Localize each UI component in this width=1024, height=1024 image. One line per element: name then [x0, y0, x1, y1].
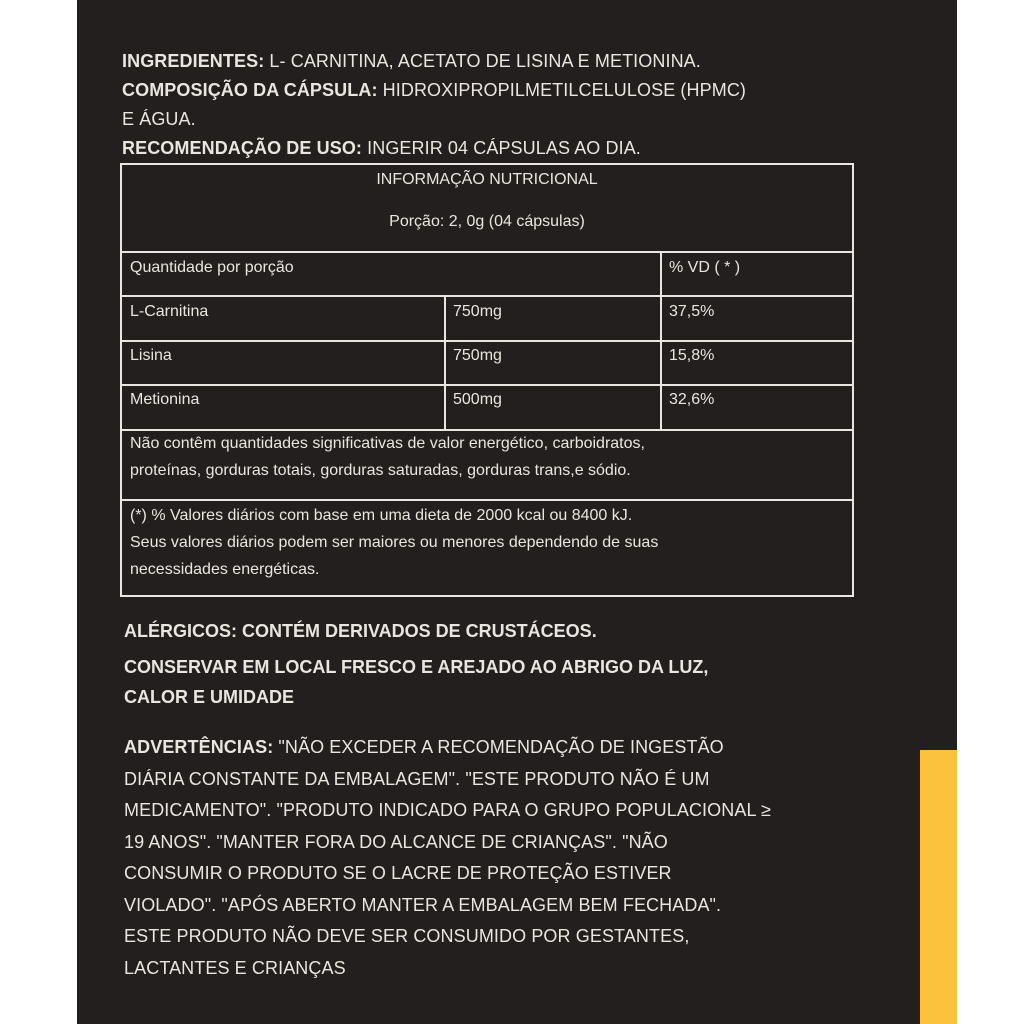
warnings-label: ADVERTÊNCIAS: [124, 737, 274, 757]
nutrition-title: INFORMAÇÃO NUTRICIONAL [376, 171, 598, 188]
row-name: Lisina [130, 347, 172, 364]
row-name: L-Carnitina [130, 303, 209, 320]
ingredients-text: L- CARNITINA, ACETATO DE LISINA E METIONINA. [264, 51, 701, 71]
row-name: Metionina [130, 391, 200, 408]
row-amount: 500mg [453, 391, 502, 408]
usage-label: RECOMENDAÇÃO DE USO: [122, 138, 363, 158]
capsule-line-2: E ÁGUA. [122, 109, 196, 129]
label-panel [77, 0, 957, 1024]
warnings-line: ESTE PRODUTO NÃO DEVE SER CONSUMIDO POR GESTANTES, [124, 926, 690, 946]
nutrition-note-line: proteínas, gorduras totais, gorduras saturadas, gorduras trans,e sódio. [130, 462, 631, 479]
col-header-qty: Quantidade por porção [130, 259, 294, 276]
usage-text: INGERIR 04 CÁPSULAS AO DIA. [362, 138, 641, 158]
table-divider [122, 251, 852, 253]
warnings-line: MEDICAMENTO". "PRODUTO INDICADO PARA O GRUPO POPULACIONAL ≥ [124, 800, 771, 820]
ingredients-label: INGREDIENTES: [122, 51, 265, 71]
table-col-divider [660, 251, 662, 429]
table-divider [122, 340, 852, 342]
nutrition-table [120, 163, 854, 597]
footnote-line: (*) % Valores diários com base em uma dieta de 2000 kcal ou 8400 kJ. [130, 507, 633, 524]
table-divider [122, 429, 852, 431]
nutrition-note-line: Não contêm quantidades significativas de valor energético, carboidratos, [130, 435, 645, 452]
table-divider [122, 384, 852, 386]
row-amount: 750mg [453, 347, 502, 364]
row-vd: 37,5% [669, 303, 715, 320]
ingredients-line [122, 47, 882, 76]
warnings-line: DIÁRIA CONSTANTE DA EMBALAGEM". "ESTE PRODUTO NÃO É UM [124, 768, 710, 789]
nutrition-portion: Porção: 2, 0g (04 cápsulas) [389, 213, 585, 230]
warnings-section [124, 732, 884, 984]
usage-line [122, 134, 882, 163]
capsule-label: COMPOSIÇÃO DA CÁPSULA: [122, 80, 378, 100]
warnings-line: VIOLADO". "APÓS ABERTO MANTER A EMBALAGEM BEM FECHADA". [124, 894, 722, 915]
warnings-line: CONSUMIR O PRODUTO SE O LACRE DE PROTEÇÃO ESTIVER [124, 863, 672, 883]
storage-line: CONSERVAR EM LOCAL FRESCO E AREJADO AO ABRIGO DA LUZ, [124, 657, 709, 677]
row-vd: 15,8% [669, 347, 715, 364]
capsule-line [122, 76, 882, 105]
table-col-divider [444, 295, 446, 429]
warnings-line: 19 ANOS". "MANTER FORA DO ALCANCE DE CRIANÇAS". "NÃO [124, 831, 668, 852]
footnote-line: necessidades energéticas. [130, 561, 320, 578]
col-header-vd: % VD ( * ) [669, 259, 741, 276]
row-vd: 32,6% [669, 391, 715, 408]
warnings-first-line [124, 732, 884, 764]
table-divider [122, 499, 852, 501]
storage-line: CALOR E UMIDADE [124, 687, 294, 707]
yellow-accent-stripe [920, 750, 957, 1024]
row-amount: 750mg [453, 303, 502, 320]
warnings-line: LACTANTES E CRIANÇAS [124, 957, 346, 978]
allergens-warning: ALÉRGICOS: CONTÉM DERIVADOS DE CRUSTÁCEOS. [124, 621, 597, 641]
table-divider [122, 295, 852, 297]
footnote-line: Seus valores diários podem ser maiores ou menores dependendo de suas [130, 534, 659, 551]
capsule-text: HIDROXIPROPILMETILCELULOSE (HPMC) [377, 80, 747, 100]
warnings-text: "NÃO EXCEDER A RECOMENDAÇÃO DE INGESTÃO [273, 737, 724, 757]
ingredients-section [122, 47, 882, 163]
